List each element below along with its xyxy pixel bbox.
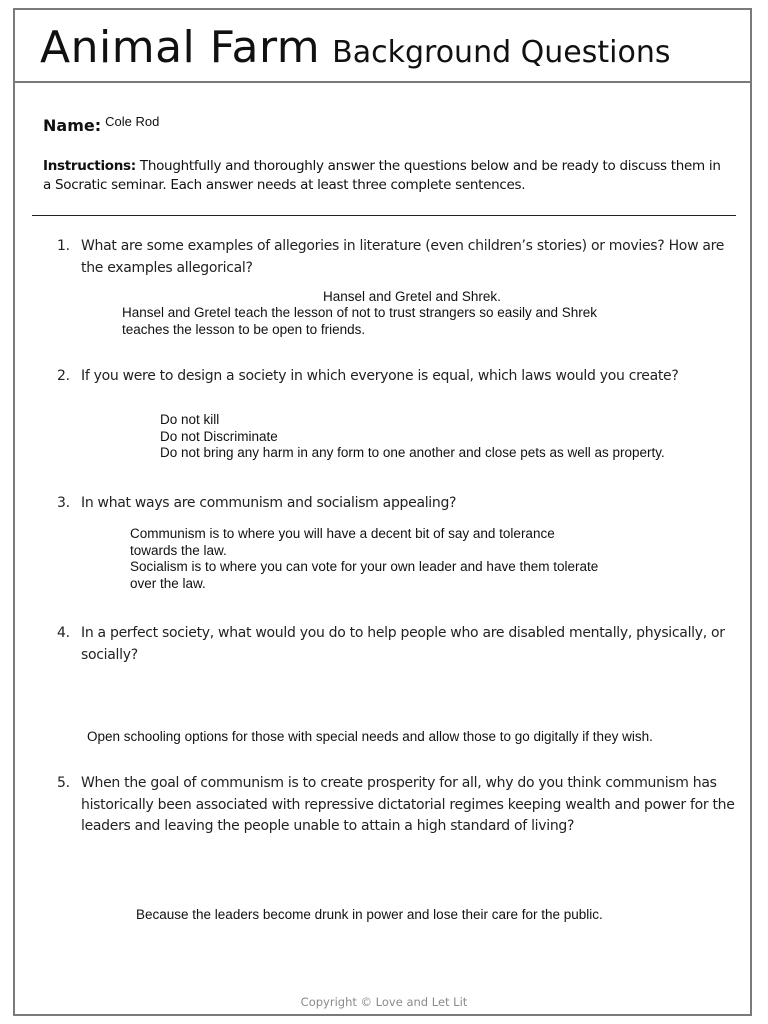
question-text: What are some examples of allegories in literature (even children’s stories) or movies? How are the examples allegorical? xyxy=(81,238,725,276)
answer-2: Do not kill Do not Discriminate Do not bring any harm in any form to one another and close pets as well as property. xyxy=(160,412,665,460)
name-value: Cole Rod xyxy=(105,114,160,129)
name-label: Name: xyxy=(43,116,102,135)
question-1 xyxy=(57,236,737,279)
answer-5: Because the leaders become drunk in power and lose their care for the public. xyxy=(136,907,603,922)
section-divider xyxy=(32,215,736,216)
question-text: If you were to design a society in which everyone is equal, which laws would you create? xyxy=(81,368,679,384)
instructions xyxy=(43,157,723,195)
question-3 xyxy=(57,493,737,515)
name-row xyxy=(43,116,159,135)
question-text: When the goal of communism is to create prosperity for all, why do you think communism has historically been associated with repressive dictatorial regimes keeping wealth and power for the leaders and leaving the people unable to attain a high standard of living? xyxy=(81,775,735,834)
title-sub: Background Questions xyxy=(332,35,671,70)
question-4 xyxy=(57,623,737,666)
question-number: 1. xyxy=(57,238,70,254)
question-number: 5. xyxy=(57,775,70,791)
question-text: In a perfect society, what would you do to help people who are disabled mentally, physically, or socially? xyxy=(81,625,725,663)
question-5 xyxy=(57,773,737,838)
page-title xyxy=(40,22,670,73)
question-number: 2. xyxy=(57,368,70,384)
question-2 xyxy=(57,366,737,388)
answer-1b: Hansel and Gretel teach the lesson of not to trust strangers so easily and Shrek teaches the lesson to be open to friends. xyxy=(122,305,598,337)
question-number: 4. xyxy=(57,625,70,641)
title-main: Animal Farm xyxy=(40,22,321,73)
instructions-text: Thoughtfully and thoroughly answer the questions below and be ready to discuss them in a Socratic seminar. Each answer needs at least three complete sentences. xyxy=(43,158,721,193)
answer-3: Communism is to where you will have a decent bit of say and tolerance towards the law. Socialism is to where you can vote for your own leader and have them tolerate over the law. xyxy=(130,526,599,591)
title-divider xyxy=(13,81,752,83)
question-text: In what ways are communism and socialism appealing? xyxy=(81,495,457,511)
answer-1a: Hansel and Gretel and Shrek. xyxy=(323,289,501,304)
question-number: 3. xyxy=(57,495,70,511)
copyright-footer: Copyright © Love and Let Lit xyxy=(300,995,468,1009)
answer-4: Open schooling options for those with special needs and allow those to go digitally if they wish. xyxy=(87,729,653,744)
instructions-label: Instructions: xyxy=(43,158,136,174)
